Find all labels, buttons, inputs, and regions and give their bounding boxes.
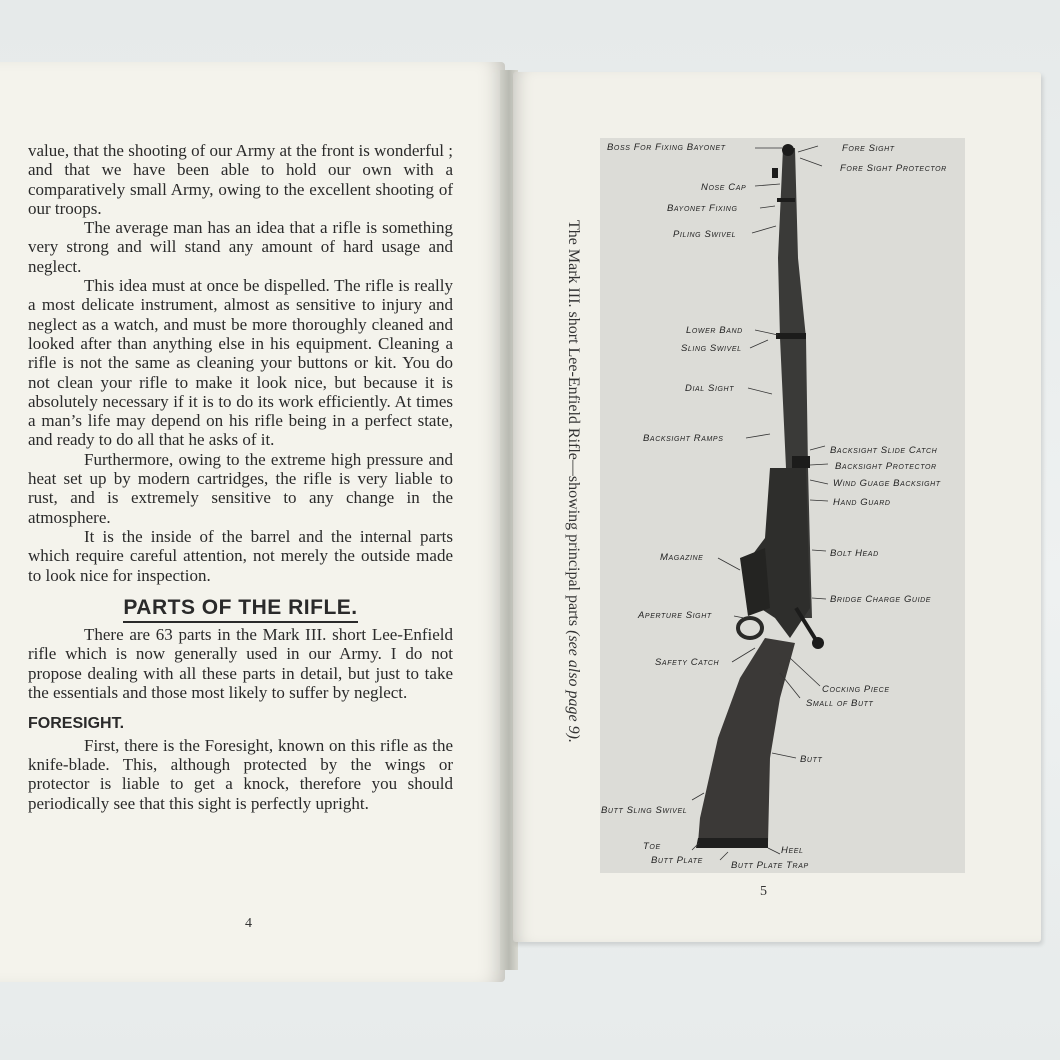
figure-caption <box>564 220 582 743</box>
label-heel: Heel <box>781 845 804 856</box>
label-bayonet-fixing: Bayonet Fixing <box>667 203 738 214</box>
paragraph: This idea must at once be dispelled. The rifle is really a most delicate instrument, almost as sensitive to injury and neglect as a watch, and must be more thoroughly cleaned and looked after than anything else in his equipment. Cleaning a rifle is not the same as cleaning your buttons or kit. You do not clean your rifle to make it look nice, but because it is absolutely necessary if it is to do its work efficiently. At times a man’s life may depend on his rifle being in a perfect state, and ready to do all that he asks of it. <box>28 276 453 450</box>
label-toe: Toe <box>643 841 661 852</box>
label-safety-catch: Safety Catch <box>655 657 720 668</box>
label-bolt-head: Bolt Head <box>830 548 879 559</box>
label-magazine: Magazine <box>660 552 704 563</box>
label-backsight-slide-catch: Backsight Slide Catch <box>830 445 938 456</box>
label-lower-band: Lower Band <box>686 325 743 336</box>
paragraph: Furthermore, owing to the extreme high pressure and heat set up by modern cartridges, the rifle is very liable to rust, and is extremely sensitive to any change in the atmosphere. <box>28 449 453 527</box>
label-bridge-charge-guide: Bridge Charge Guide <box>830 594 932 605</box>
label-butt: Butt <box>800 754 823 765</box>
label-boss-for-fixing-bayonet: Boss For Fixing Bayonet <box>607 142 726 153</box>
subheading: FORESIGHT. <box>28 715 125 733</box>
paragraph: First, there is the Foresight, known on this rifle as the knife-blade. This, although protected by the wings or protector is liable to get a knock, therefore you should periodically see that this sight is perfectly upright. <box>28 735 453 813</box>
label-cocking-piece: Cocking Piece <box>822 684 890 695</box>
section-heading <box>28 595 453 619</box>
paragraph: There are 63 parts in the Mark III. short Lee-Enfield rifle which is now generally used in our Army. I do not propose dealing with all these parts in detail, but just to take the essentials and those most likely to suffer by neglect. <box>28 625 453 703</box>
label-aperture-sight: Aperture Sight <box>638 610 712 621</box>
paragraph: The average man has an idea that a rifle is something very strong and will stand any amount of hard usage and neglect. <box>28 218 453 276</box>
label-small-of-butt: Small of Butt <box>806 698 874 709</box>
label-butt-plate-trap: Butt Plate Trap <box>731 860 809 871</box>
label-piling-swivel: Piling Swivel <box>673 229 737 240</box>
section-heading-text: PARTS OF THE RIFLE. <box>123 596 357 623</box>
left-page-text <box>28 141 453 813</box>
label-dial-sight: Dial Sight <box>685 383 735 394</box>
label-hand-guard: Hand Guard <box>833 497 891 508</box>
label-butt-sling-swivel: Butt Sling Swivel <box>601 805 688 816</box>
label-fore-sight-protector: Fore Sight Protector <box>840 163 947 174</box>
page-number: 4 <box>245 916 252 931</box>
label-butt-plate: Butt Plate <box>651 855 703 866</box>
page-number: 5 <box>760 884 767 899</box>
caption-main: The Mark III. short Lee-Enfield Rifle—showing principal parts <box>565 220 582 627</box>
caption-reference: (see also page 9). <box>565 630 582 743</box>
label-sling-swivel: Sling Swivel <box>681 343 742 354</box>
label-backsight-ramps: Backsight Ramps <box>643 433 724 444</box>
label-backsight-protector: Backsight Protector <box>835 461 937 472</box>
label-nose-cap: Nose Cap <box>701 182 747 193</box>
paragraph: It is the inside of the barrel and the internal parts which require careful attention, not merely the outside made to look nice for inspection. <box>28 526 453 585</box>
label-fore-sight: Fore Sight <box>842 143 895 154</box>
rifle-illustration <box>600 138 965 873</box>
paragraph: value, that the shooting of our Army at the front is wonderful ; and that we have been able to hold our own with a comparatively small Army, owing to the excellent shooting of our troops. <box>28 141 453 218</box>
label-wind-guage-backsight: Wind Guage Backsight <box>833 478 941 489</box>
